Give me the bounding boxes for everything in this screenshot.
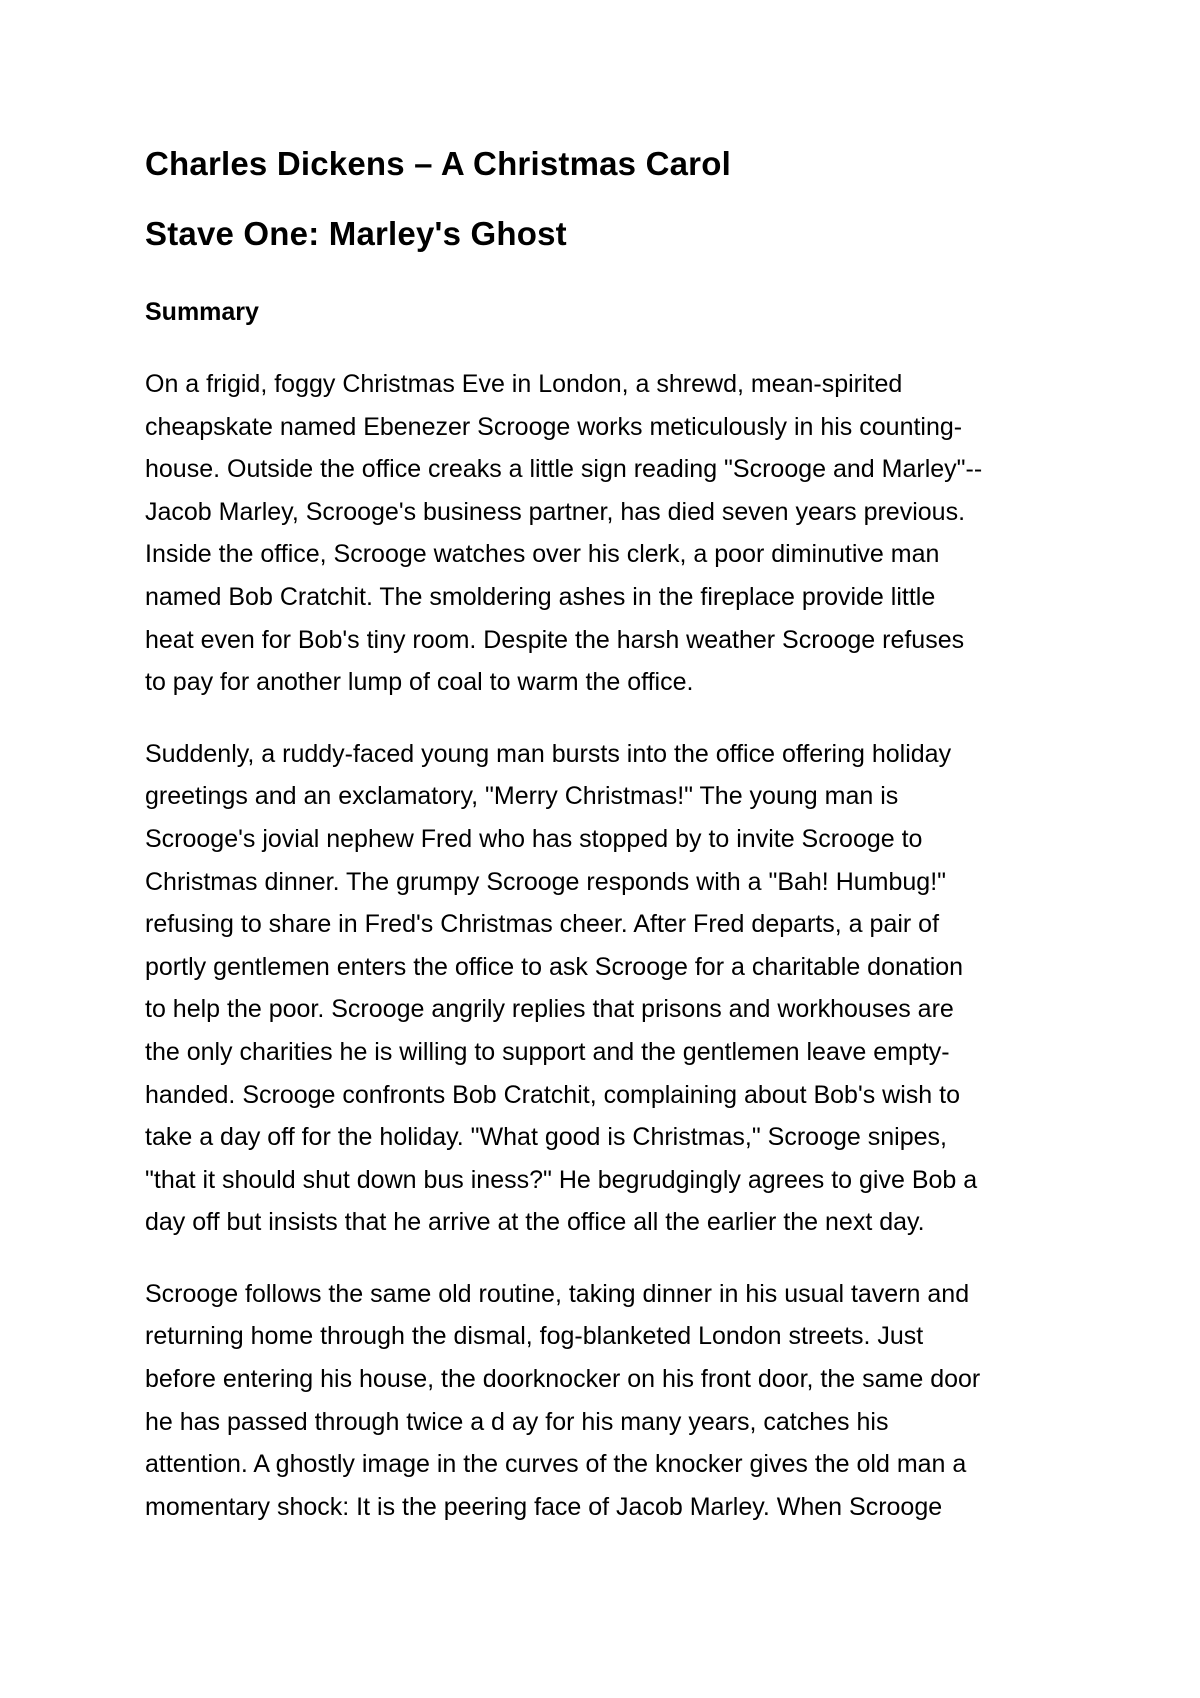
text-line: momentary shock: It is the peering face of Jacob Marley. When Scrooge <box>145 1492 943 1521</box>
text-line: "that it should shut down bus iness?" He begrudgingly agrees to give Bob a <box>145 1165 978 1194</box>
text-line: to pay for another lump of coal to warm the office. <box>145 668 694 697</box>
paragraph <box>145 733 1085 1244</box>
text-line: greetings and an exclamatory, "Merry Christmas!" The young man is <box>145 782 899 811</box>
text-line: the only charities he is willing to support and the gentlemen leave empty- <box>145 1037 950 1066</box>
text-line: refusing to share in Fred's Christmas cheer. After Fred departs, a pair of <box>145 910 940 939</box>
text-line: Suddenly, a ruddy-faced young man bursts into the office offering holiday <box>145 739 952 768</box>
text-line: Christmas dinner. The grumpy Scrooge responds with a "Bah! Humbug!" <box>145 867 947 896</box>
text-line: day off but insists that he arrive at the office all the earlier the next day. <box>145 1208 925 1237</box>
text-line: On a frigid, foggy Christmas Eve in London, a shrewd, mean-spirited <box>145 370 903 398</box>
document-title: Charles Dickens – A Christmas Carol <box>145 145 731 182</box>
text-line: portly gentlemen enters the office to ask Scrooge for a charitable donation <box>145 952 964 981</box>
text-line: Inside the office, Scrooge watches over his clerk, a poor diminutive man <box>145 540 940 569</box>
text-line: named Bob Cratchit. The smoldering ashes in the fireplace provide little <box>145 582 936 611</box>
text-line: take a day off for the holiday. "What good is Christmas," Scrooge snipes, <box>145 1123 947 1152</box>
paragraph <box>145 363 1085 704</box>
text-line: returning home through the dismal, fog-blanketed London streets. Just <box>145 1322 924 1351</box>
text-line: Jacob Marley, Scrooge's business partner, has died seven years previous. <box>145 497 966 526</box>
text-line: house. Outside the office creaks a little sign reading "Scrooge and Marley"-- <box>145 455 983 484</box>
text-line: Scrooge's jovial nephew Fred who has stopped by to invite Scrooge to <box>145 824 923 853</box>
section-heading: Summary <box>145 298 259 326</box>
text-line: before entering his house, the doorknocker on his front door, the same door <box>145 1365 981 1394</box>
text-line: to help the poor. Scrooge angrily replies that prisons and workhouses are <box>145 995 954 1024</box>
text-line: Scrooge follows the same old routine, taking dinner in his usual tavern and <box>145 1279 970 1308</box>
paragraph <box>145 1273 1085 1529</box>
text-line: attention. A ghostly image in the curves of the knocker gives the old man a <box>145 1450 967 1479</box>
chapter-title: Stave One: Marley's Ghost <box>145 215 567 252</box>
document-body <box>145 140 1085 1528</box>
text-line: cheapskate named Ebenezer Scrooge works meticulously in his counting- <box>145 412 963 441</box>
text-line: he has passed through twice a d ay for his many years, catches his <box>145 1407 889 1436</box>
text-line: handed. Scrooge confronts Bob Cratchit, complaining about Bob's wish to <box>145 1080 960 1109</box>
text-line: heat even for Bob's tiny room. Despite the harsh weather Scrooge refuses <box>145 625 965 654</box>
